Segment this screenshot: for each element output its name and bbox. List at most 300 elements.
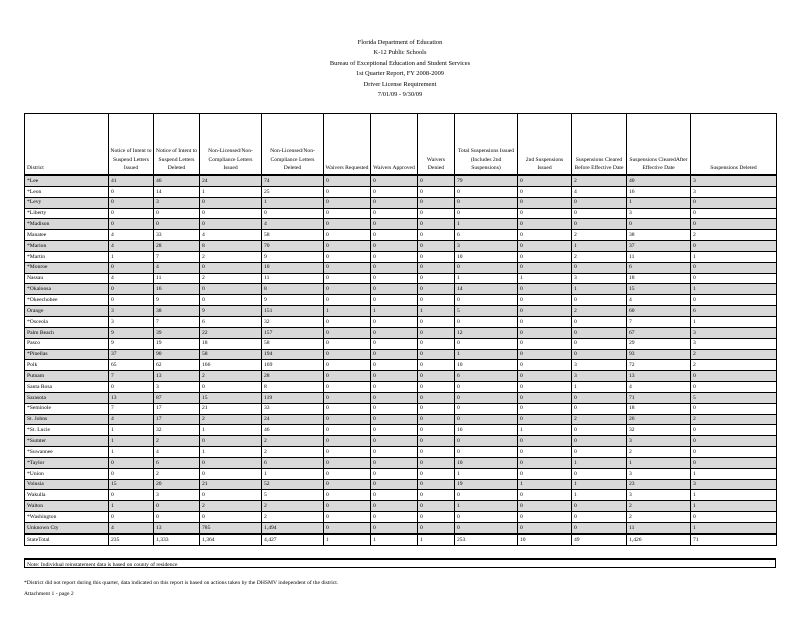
value-cell: 3 xyxy=(691,479,777,490)
value-cell: 1 xyxy=(627,457,691,468)
value-cell: 0 xyxy=(455,338,518,349)
table-row xyxy=(25,273,777,284)
value-cell: 2 xyxy=(627,447,691,458)
value-cell: 4 xyxy=(627,382,691,393)
district-cell: *Okaloosa xyxy=(25,284,109,295)
value-cell: 0 xyxy=(418,392,455,403)
value-cell: 0 xyxy=(691,208,777,219)
value-cell: 0 xyxy=(324,490,371,501)
total-value-cell: 1,426 xyxy=(627,534,691,545)
value-cell: 2 xyxy=(200,371,262,382)
value-cell: 0 xyxy=(324,251,371,262)
value-cell: 1 xyxy=(200,447,262,458)
value-cell: 70 xyxy=(262,241,324,252)
value-cell: 0 xyxy=(518,436,572,447)
value-cell: 0 xyxy=(518,371,572,382)
value-cell: 0 xyxy=(572,501,627,512)
value-cell: 52 xyxy=(262,479,324,490)
value-cell: 5 xyxy=(455,306,518,317)
district-cell: *Monroe xyxy=(25,262,109,273)
column-header: District xyxy=(25,114,109,176)
value-cell: 0 xyxy=(371,338,418,349)
value-cell: 119 xyxy=(262,392,324,403)
value-cell: 6 xyxy=(455,230,518,241)
value-cell: 0 xyxy=(518,284,572,295)
value-cell: 0 xyxy=(518,208,572,219)
value-cell: 0 xyxy=(572,447,627,458)
value-cell: 26 xyxy=(627,414,691,425)
value-cell: 0 xyxy=(572,262,627,273)
state-total-row xyxy=(25,534,777,545)
table-header-row xyxy=(25,114,777,176)
value-cell: 0 xyxy=(518,468,572,479)
value-cell: 7 xyxy=(109,403,154,414)
value-cell: 1 xyxy=(518,425,572,436)
value-cell: 3 xyxy=(627,490,691,501)
district-cell: *Liberty xyxy=(25,208,109,219)
value-cell: 39 xyxy=(154,327,200,338)
district-cell: *Washington xyxy=(25,512,109,523)
value-cell: 0 xyxy=(200,468,262,479)
value-cell: 0 xyxy=(572,327,627,338)
value-cell: 1 xyxy=(109,425,154,436)
value-cell: 65 xyxy=(109,360,154,371)
value-cell: 3 xyxy=(627,208,691,219)
value-cell: 0 xyxy=(371,403,418,414)
value-cell: 1 xyxy=(455,501,518,512)
value-cell: 0 xyxy=(572,219,627,230)
table-row xyxy=(25,490,777,501)
total-value-cell: 1,333 xyxy=(154,534,200,545)
value-cell: 0 xyxy=(691,447,777,458)
value-cell: 2 xyxy=(572,306,627,317)
value-cell: 1 xyxy=(518,273,572,284)
value-cell: 0 xyxy=(371,512,418,523)
value-cell: 16 xyxy=(154,284,200,295)
value-cell: 2 xyxy=(154,436,200,447)
value-cell: 5 xyxy=(691,392,777,403)
value-cell: 0 xyxy=(418,382,455,393)
value-cell: 0 xyxy=(324,186,371,197)
value-cell: 0 xyxy=(418,414,455,425)
attachment-label: Attachment 1 - page 2 xyxy=(24,591,74,597)
value-cell: 0 xyxy=(371,208,418,219)
total-label-cell: StateTotal xyxy=(25,534,109,545)
value-cell: 0 xyxy=(109,208,154,219)
value-cell: 0 xyxy=(518,382,572,393)
table-row xyxy=(25,414,777,425)
value-cell: 0 xyxy=(418,295,455,306)
value-cell: 0 xyxy=(371,360,418,371)
value-cell: 9 xyxy=(109,327,154,338)
value-cell: 37 xyxy=(109,349,154,360)
value-cell: 2 xyxy=(262,512,324,523)
district-cell: *Leon xyxy=(25,186,109,197)
value-cell: 28 xyxy=(262,371,324,382)
value-cell: 1 xyxy=(627,197,691,208)
value-cell: 9 xyxy=(200,306,262,317)
value-cell: 3 xyxy=(154,490,200,501)
value-cell: 79 xyxy=(455,175,518,186)
value-cell: 0 xyxy=(324,262,371,273)
value-cell: 1 xyxy=(691,251,777,262)
district-cell: *Marion xyxy=(25,241,109,252)
table-row xyxy=(25,219,777,230)
district-cell: *Suwannee xyxy=(25,447,109,458)
value-cell: 0 xyxy=(109,284,154,295)
value-cell: 90 xyxy=(154,349,200,360)
table-row xyxy=(25,512,777,523)
district-cell: Santa Rosa xyxy=(25,382,109,393)
value-cell: 4 xyxy=(572,186,627,197)
value-cell: 0 xyxy=(572,208,627,219)
value-cell: 0 xyxy=(518,219,572,230)
table-row xyxy=(25,425,777,436)
value-cell: 0 xyxy=(572,316,627,327)
value-cell: 0 xyxy=(371,186,418,197)
value-cell: 13 xyxy=(109,392,154,403)
value-cell: 2 xyxy=(572,414,627,425)
value-cell: 0 xyxy=(418,468,455,479)
value-cell: 0 xyxy=(518,295,572,306)
value-cell: 1 xyxy=(109,436,154,447)
value-cell: 1 xyxy=(200,425,262,436)
value-cell: 0 xyxy=(371,490,418,501)
value-cell: 21 xyxy=(200,479,262,490)
table-row xyxy=(25,251,777,262)
value-cell: 0 xyxy=(691,457,777,468)
total-value-cell: 253 xyxy=(455,534,518,545)
value-cell: 46 xyxy=(154,175,200,186)
value-cell: 18 xyxy=(200,338,262,349)
value-cell: 0 xyxy=(418,262,455,273)
value-cell: 0 xyxy=(518,349,572,360)
value-cell: 194 xyxy=(262,349,324,360)
value-cell: 0 xyxy=(324,327,371,338)
value-cell: 37 xyxy=(627,241,691,252)
value-cell: 0 xyxy=(518,392,572,403)
value-cell: 93 xyxy=(627,349,691,360)
district-cell: Palm Beach xyxy=(25,327,109,338)
value-cell: 4 xyxy=(109,273,154,284)
value-cell: 0 xyxy=(324,284,371,295)
table-row xyxy=(25,360,777,371)
value-cell: 3 xyxy=(154,382,200,393)
value-cell: 3 xyxy=(572,371,627,382)
table-row xyxy=(25,468,777,479)
value-cell: 0 xyxy=(371,425,418,436)
value-cell: 4 xyxy=(109,414,154,425)
value-cell: 166 xyxy=(200,360,262,371)
total-value-cell: 4,427 xyxy=(262,534,324,545)
district-footnote: *District did not report during this quarter, data indicated on this report is based on actions taken by the DHSMV independent of the district. xyxy=(24,580,339,586)
value-cell: 0 xyxy=(371,241,418,252)
total-value-cell: 1 xyxy=(324,534,371,545)
value-cell: 0 xyxy=(518,197,572,208)
value-cell: 0 xyxy=(518,447,572,458)
value-cell: 0 xyxy=(455,523,518,534)
value-cell: 0 xyxy=(418,175,455,186)
table-row xyxy=(25,479,777,490)
district-cell: *Okeechobee xyxy=(25,295,109,306)
table-row xyxy=(25,371,777,382)
value-cell: 0 xyxy=(324,457,371,468)
value-cell: 0 xyxy=(324,295,371,306)
value-cell: 71 xyxy=(627,392,691,403)
value-cell: 0 xyxy=(109,490,154,501)
header-line-quarter: 1st Quarter Report, FY 2008-2009 xyxy=(356,70,444,78)
table-row xyxy=(25,523,777,534)
district-cell: *St. Lucie xyxy=(25,425,109,436)
column-header: 2nd Suspensions Issued xyxy=(518,114,572,176)
value-cell: 4 xyxy=(154,447,200,458)
table-row xyxy=(25,241,777,252)
value-cell: 4 xyxy=(262,219,324,230)
value-cell: 5 xyxy=(262,490,324,501)
value-cell: 0 xyxy=(572,295,627,306)
value-cell: 12 xyxy=(455,327,518,338)
value-cell: 21 xyxy=(200,403,262,414)
value-cell: 0 xyxy=(691,436,777,447)
value-cell: 0 xyxy=(572,425,627,436)
value-cell: 4 xyxy=(154,262,200,273)
header-line-dates: 7/01/09 - 9/30/09 xyxy=(377,91,423,99)
value-cell: 62 xyxy=(154,360,200,371)
value-cell: 0 xyxy=(324,230,371,241)
value-cell: 0 xyxy=(518,360,572,371)
column-header: Non-Licensed/Non-Compliance Letters Deleted xyxy=(262,114,324,176)
value-cell: 2 xyxy=(200,251,262,262)
value-cell: 9 xyxy=(262,295,324,306)
value-cell: 0 xyxy=(455,208,518,219)
value-cell: 2 xyxy=(572,175,627,186)
value-cell: 38 xyxy=(154,306,200,317)
value-cell: 0 xyxy=(371,284,418,295)
value-cell: 0 xyxy=(418,447,455,458)
value-cell: 0 xyxy=(109,186,154,197)
value-cell: 15 xyxy=(627,284,691,295)
value-cell: 2 xyxy=(262,501,324,512)
table-row xyxy=(25,284,777,295)
value-cell: 0 xyxy=(324,468,371,479)
value-cell: 8 xyxy=(200,241,262,252)
value-cell: 0 xyxy=(455,295,518,306)
value-cell: 4 xyxy=(109,523,154,534)
value-cell: 0 xyxy=(418,349,455,360)
value-cell: 0 xyxy=(371,262,418,273)
value-cell: 785 xyxy=(200,523,262,534)
value-cell: 0 xyxy=(418,219,455,230)
value-cell: 0 xyxy=(371,479,418,490)
column-header: Notice of Intent to Suspend Letters Issued xyxy=(109,114,154,176)
value-cell: 0 xyxy=(418,490,455,501)
value-cell: 0 xyxy=(518,327,572,338)
value-cell: 0 xyxy=(691,219,777,230)
value-cell: 157 xyxy=(262,327,324,338)
value-cell: 14 xyxy=(455,284,518,295)
value-cell: 1 xyxy=(691,316,777,327)
value-cell: 10 xyxy=(262,262,324,273)
value-cell: 0 xyxy=(324,523,371,534)
value-cell: 0 xyxy=(418,501,455,512)
value-cell: 0 xyxy=(518,457,572,468)
value-cell: 11 xyxy=(154,273,200,284)
district-cell: *Union xyxy=(25,468,109,479)
value-cell: 0 xyxy=(691,512,777,523)
value-cell: 3 xyxy=(691,175,777,186)
value-cell: 0 xyxy=(418,338,455,349)
value-cell: 169 xyxy=(262,360,324,371)
value-cell: 14 xyxy=(154,186,200,197)
value-cell: 13 xyxy=(154,523,200,534)
value-cell: 11 xyxy=(627,251,691,262)
value-cell: 0 xyxy=(691,241,777,252)
value-cell: 1 xyxy=(572,479,627,490)
value-cell: 0 xyxy=(324,425,371,436)
value-cell: 74 xyxy=(262,175,324,186)
value-cell: 0 xyxy=(572,197,627,208)
value-cell: 1 xyxy=(572,382,627,393)
district-cell: *Madison xyxy=(25,219,109,230)
value-cell: 7 xyxy=(154,316,200,327)
value-cell: 0 xyxy=(518,241,572,252)
total-value-cell: 10 xyxy=(518,534,572,545)
column-header: Waivers Denied xyxy=(418,114,455,176)
value-cell: 0 xyxy=(371,468,418,479)
value-cell: 2 xyxy=(154,468,200,479)
value-cell: 0 xyxy=(572,468,627,479)
value-cell: 0 xyxy=(371,371,418,382)
value-cell: 0 xyxy=(262,208,324,219)
value-cell: 1,494 xyxy=(262,523,324,534)
value-cell: 3 xyxy=(572,273,627,284)
value-cell: 32 xyxy=(154,425,200,436)
value-cell: 0 xyxy=(200,208,262,219)
value-cell: 7 xyxy=(109,371,154,382)
value-cell: 0 xyxy=(324,241,371,252)
value-cell: 0 xyxy=(371,273,418,284)
value-cell: 0 xyxy=(691,382,777,393)
value-cell: 0 xyxy=(200,436,262,447)
value-cell: 4 xyxy=(109,241,154,252)
total-value-cell: 1 xyxy=(418,534,455,545)
district-cell: Wakulla xyxy=(25,490,109,501)
value-cell: 0 xyxy=(200,262,262,273)
value-cell: 0 xyxy=(324,273,371,284)
value-cell: 3 xyxy=(627,436,691,447)
value-cell: 0 xyxy=(691,403,777,414)
value-cell: 1 xyxy=(324,306,371,317)
value-cell: 1 xyxy=(109,447,154,458)
value-cell: 1 xyxy=(518,479,572,490)
value-cell: 0 xyxy=(455,197,518,208)
value-cell: 0 xyxy=(324,175,371,186)
value-cell: 0 xyxy=(324,512,371,523)
value-cell: 1 xyxy=(691,501,777,512)
value-cell: 3 xyxy=(627,468,691,479)
value-cell: 1 xyxy=(455,468,518,479)
value-cell: 18 xyxy=(627,403,691,414)
value-cell: 0 xyxy=(418,403,455,414)
value-cell: 0 xyxy=(371,523,418,534)
value-cell: 0 xyxy=(418,523,455,534)
value-cell: 0 xyxy=(518,262,572,273)
value-cell: 0 xyxy=(324,414,371,425)
value-cell: 40 xyxy=(627,175,691,186)
header-line-bureau: Bureau of Exceptional Education and Student Services xyxy=(329,59,471,67)
column-header: Suspensions Cleared Before Effective Date xyxy=(572,114,627,176)
value-cell: 1 xyxy=(455,273,518,284)
value-cell: 58 xyxy=(200,349,262,360)
total-value-cell: 1 xyxy=(371,534,418,545)
value-cell: 3 xyxy=(455,241,518,252)
table-row xyxy=(25,501,777,512)
value-cell: 9 xyxy=(109,338,154,349)
value-cell: 2 xyxy=(691,230,777,241)
value-cell: 41 xyxy=(109,175,154,186)
value-cell: 0 xyxy=(418,186,455,197)
value-cell: 0 xyxy=(418,197,455,208)
value-cell: 25 xyxy=(262,186,324,197)
district-cell: Orange xyxy=(25,306,109,317)
value-cell: 16 xyxy=(627,186,691,197)
value-cell: 0 xyxy=(371,436,418,447)
value-cell: 0 xyxy=(324,208,371,219)
district-cell: Manatee xyxy=(25,230,109,241)
value-cell: 11 xyxy=(627,523,691,534)
value-cell: 10 xyxy=(455,251,518,262)
value-cell: 2 xyxy=(200,273,262,284)
value-cell: 33 xyxy=(154,230,200,241)
value-cell: 17 xyxy=(154,403,200,414)
value-cell: 0 xyxy=(418,371,455,382)
value-cell: 0 xyxy=(418,284,455,295)
value-cell: 10 xyxy=(455,457,518,468)
value-cell: 0 xyxy=(371,447,418,458)
value-cell: 0 xyxy=(324,371,371,382)
value-cell: 0 xyxy=(371,349,418,360)
value-cell: 0 xyxy=(691,273,777,284)
value-cell: 13 xyxy=(154,371,200,382)
value-cell: 3 xyxy=(572,360,627,371)
table-row xyxy=(25,382,777,393)
table-row xyxy=(25,447,777,458)
district-cell: *Osceola xyxy=(25,316,109,327)
value-cell: 0 xyxy=(691,295,777,306)
value-cell: 2 xyxy=(691,414,777,425)
value-cell: 9 xyxy=(154,295,200,306)
value-cell: 58 xyxy=(262,230,324,241)
value-cell: 0 xyxy=(455,512,518,523)
value-cell: 0 xyxy=(324,447,371,458)
value-cell: 0 xyxy=(418,251,455,262)
value-cell: 8 xyxy=(262,382,324,393)
district-cell: *Levy xyxy=(25,197,109,208)
value-cell: 0 xyxy=(324,403,371,414)
column-header: Suspensions Deleted xyxy=(691,114,777,176)
value-cell: 6 xyxy=(200,316,262,327)
value-cell: 1 xyxy=(691,490,777,501)
value-cell: 7 xyxy=(154,251,200,262)
value-cell: 0 xyxy=(418,436,455,447)
table-row xyxy=(25,295,777,306)
value-cell: 32 xyxy=(262,316,324,327)
value-cell: 0 xyxy=(572,338,627,349)
value-cell: 0 xyxy=(200,382,262,393)
value-cell: 0 xyxy=(518,414,572,425)
value-cell: 1 xyxy=(691,523,777,534)
value-cell: 0 xyxy=(455,316,518,327)
